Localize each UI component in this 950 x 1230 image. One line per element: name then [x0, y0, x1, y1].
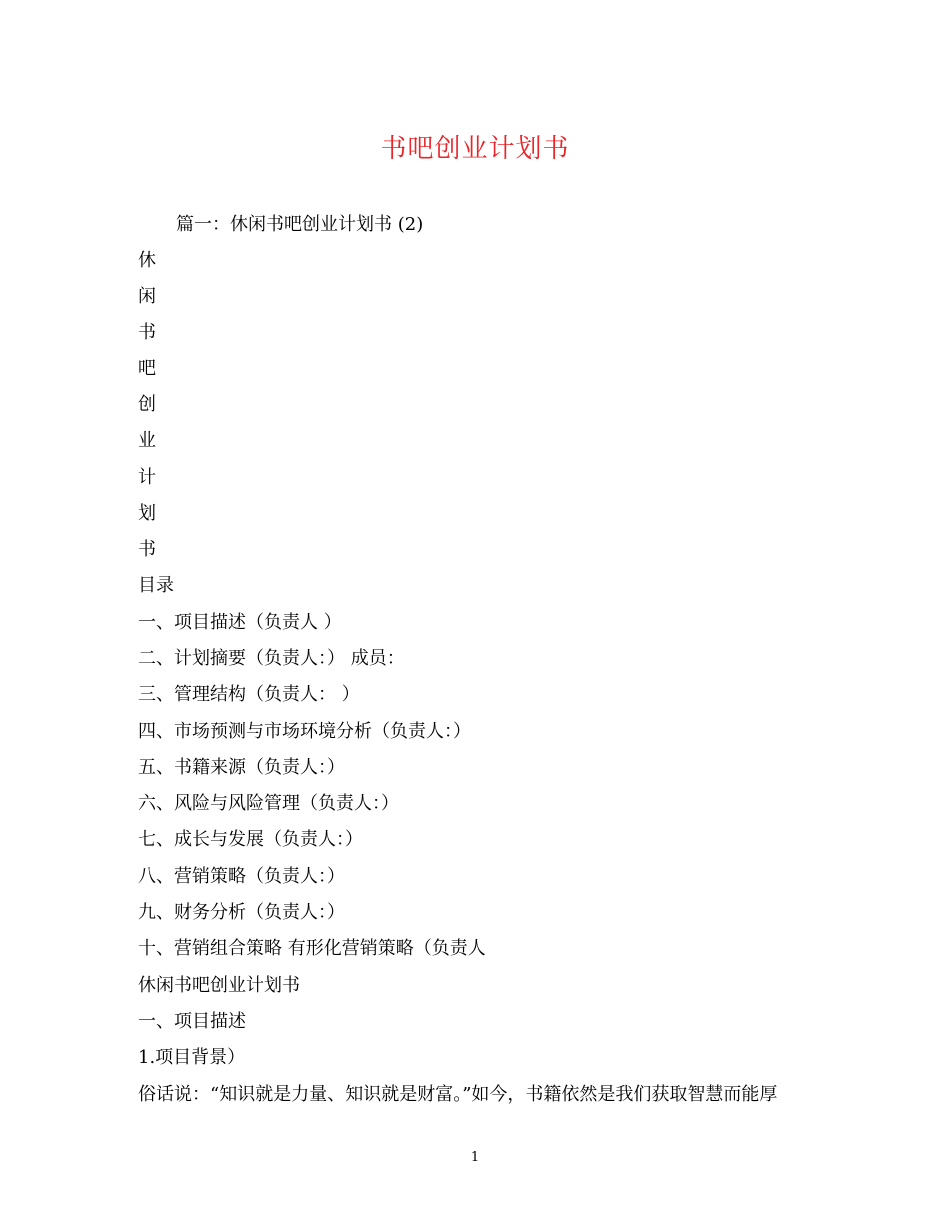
body-paragraph: 俗话说：“知识就是力量、知识就是财富。”如今，书籍依然是我们获取智慧而能厚	[138, 1084, 778, 1105]
toc-item: 十、营销组合策略 有形化营销策略（负责人	[138, 938, 486, 959]
toc-item: 三、管理结构（负责人： ）	[138, 684, 360, 705]
vertical-title-char: 书	[138, 322, 156, 343]
toc-item: 七、成长与发展（负责人：）	[138, 829, 363, 850]
vertical-title-char: 创	[138, 394, 156, 415]
vertical-title-char: 业	[138, 430, 156, 451]
document-subtitle: 篇一：休闲书吧创业计划书 (2)	[176, 214, 424, 235]
toc-item: 八、营销策略（负责人：）	[138, 866, 345, 887]
vertical-title-char: 闲	[138, 286, 156, 307]
subsection-heading: 1.项目背景）	[138, 1047, 246, 1068]
toc-item: 九、财务分析（负责人：）	[138, 902, 345, 923]
toc-item: 二、计划摘要（负责人：） 成员：	[138, 648, 405, 669]
vertical-title-char: 书	[138, 539, 156, 560]
document-title: 书吧创业计划书	[380, 134, 570, 164]
vertical-title-char: 吧	[138, 358, 156, 379]
toc-item: 六、风险与风险管理（负责人：）	[138, 793, 399, 814]
vertical-title-char: 划	[138, 503, 156, 524]
vertical-title-char: 计	[138, 467, 156, 488]
body-heading: 休闲书吧创业计划书	[138, 975, 300, 996]
section-heading: 一、项目描述	[138, 1011, 246, 1032]
toc-item: 五、书籍来源（负责人：）	[138, 757, 345, 778]
toc-item: 四、市场预测与市场环境分析（负责人：）	[138, 721, 471, 742]
page-number: 1	[470, 1150, 480, 1165]
toc-heading: 目录	[138, 575, 174, 596]
vertical-title-char: 休	[138, 250, 156, 271]
toc-item: 一、项目描述（负责人 ）	[138, 612, 342, 633]
